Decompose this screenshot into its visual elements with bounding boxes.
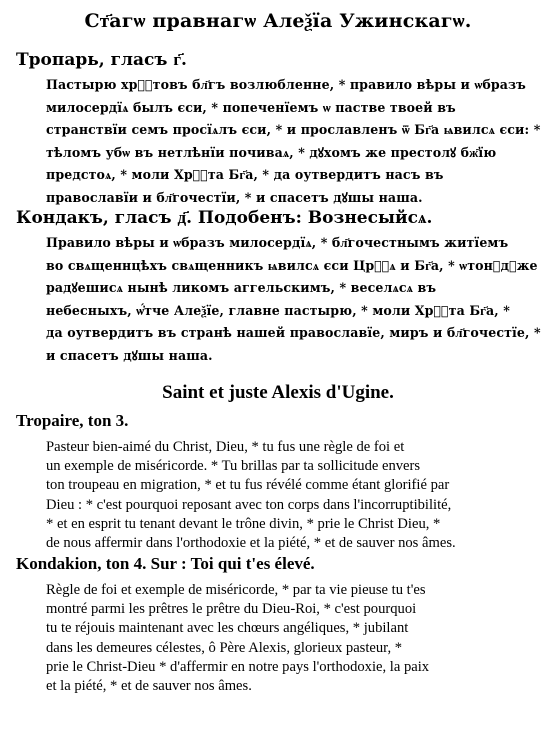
text-line: и спасетъ дꙋшы наша.	[46, 347, 213, 363]
text-line: prie le Christ-Dieu * d'affermir en notre pays l'orthodoxie, la paix	[46, 658, 430, 675]
french-troparion-heading: Tropaire, ton 3.	[16, 411, 129, 430]
french-title: Saint et juste Alexis d'Ugine.	[162, 382, 394, 403]
text-line: de nous affermir dans l'orthodoxie et la piété, * et de sauver nos âmes.	[46, 534, 456, 551]
french-kontakion-text	[46, 581, 544, 696]
text-line: un exemple de miséricorde. * Tu brillas par ta sollicitude envers	[46, 458, 421, 475]
french-kontakion-heading: Kondakion, ton 4. Sur : Toi qui t'es élevé.	[16, 554, 315, 573]
text-line: тѣломъ убѡ въ нетлѣнїи почиваѧ, * дꙋхомъ же престолꙋ бж҃їю	[46, 144, 497, 160]
text-line: Règle de foi et exemple de miséricorde, * par ta vie pieuse tu t'es	[46, 582, 426, 598]
text-line: милосердїѧ былъ єси, * попеченїемъ ѡ пастве твоей въ	[46, 99, 456, 115]
text-line: странствїи семъ просїѧлъ єси, * и прославленъ ѿ Бг҃а ѩвилсѧ єси: *	[46, 122, 541, 137]
slavonic-kontakion-heading: Кондакъ, гласъ д҃. Подобенъ: Вознесыйсѧ.	[16, 208, 433, 228]
text-line: * et en esprit tu tenant devant le trône divin, * prie le Christ Dieu, *	[46, 515, 441, 532]
text-line: Pasteur bien-aimé du Christ, Dieu, * tu fus une règle de foi et	[46, 439, 405, 455]
text-line: православїи и бл҃гочестїи, * и спасетъ дꙋшы наша.	[46, 189, 423, 205]
text-line: Пастырю хрⷭ҇товъ бл҃гъ возлюбленне, * правило вѣры и ѡбразъ	[46, 77, 526, 92]
text-line: радꙋешисѧ нынѣ ликомъ аггельскимъ, * веселѧсѧ въ	[46, 280, 437, 295]
text-line: предстоѧ, * моли Хрⷭ҇та Бг҃а, * да оутвердитъ насъ въ	[46, 167, 444, 182]
french-troparion-text	[46, 438, 544, 553]
slavonic-troparion-heading: Тропарь, гласъ г҃.	[16, 50, 187, 70]
text-line: dans les demeures célestes, ô Père Alexis, glorieux pasteur, *	[46, 639, 403, 656]
slavonic-title: Ст҃агѡ правнагѡ Алеѯїа Ужинскагѡ.	[84, 10, 472, 32]
text-line: Правило вѣры и ѡбразъ милосердїѧ, * бл҃гочестнымъ житїемъ	[46, 235, 509, 250]
text-line: небесныхъ, ѡ҆́тче Алеѯїе, главне пастырю, * моли Хрⷭ҇та Бг҃а, *	[46, 302, 510, 318]
text-line: et la piété, * et de sauver nos âmes.	[46, 677, 252, 694]
text-line: ton troupeau en migration, * et tu fus révélé comme étant glorifié par	[46, 477, 450, 494]
slavonic-troparion-text	[46, 74, 544, 209]
text-line: да оутвердитъ въ странѣ нашей православїе, миръ и бл҃гочестїе, *	[46, 325, 541, 340]
text-line: tu te réjouis maintenant avec les chœurs angéliques, * jubilant	[46, 620, 409, 637]
text-line: montré parmi les prêtres le prêtre du Dieu-Roi, * c'est pourquoi	[46, 601, 417, 618]
slavonic-kontakion-text	[46, 232, 544, 367]
text-line: Dieu : * c'est pourquoi reposant avec ton corps dans l'incorruptibilité,	[46, 496, 452, 513]
text-line: во свѧщеннцѣхъ свѧщенникъ ѩвилсѧ єси Црⷭ҇ѧ и Бг҃а, * ѡтонꙋдꙋже	[46, 257, 538, 273]
